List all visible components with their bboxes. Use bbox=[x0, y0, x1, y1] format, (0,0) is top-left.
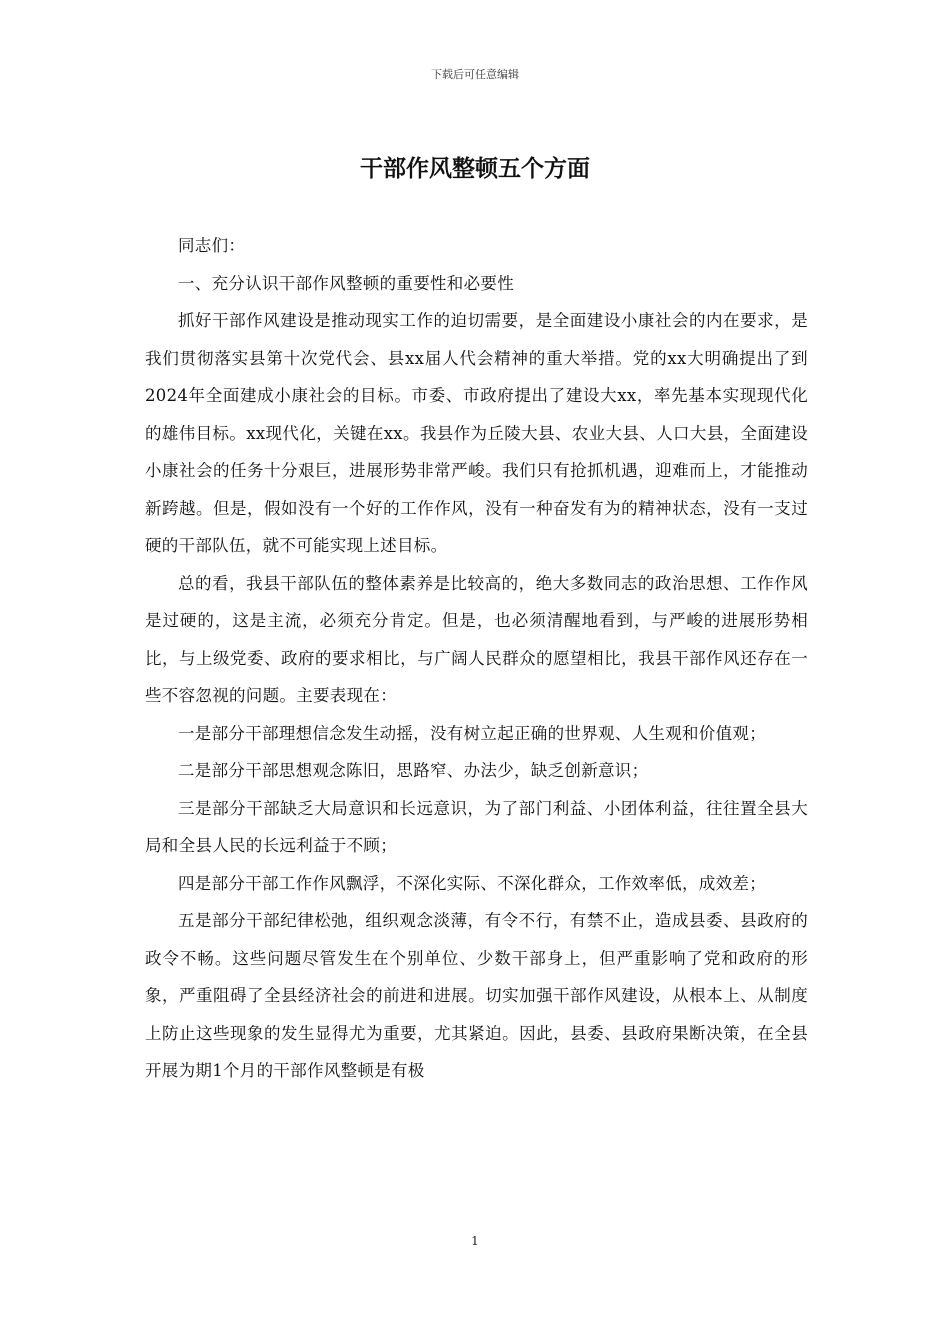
paragraph-point-1: 一是部分干部理想信念发生动摇，没有树立起正确的世界观、人生观和价值观； bbox=[178, 723, 766, 743]
paragraph-point-5: 五是部分干部纪律松弛，组织观念淡薄，有令不行，有禁不止，造成县委、县政府的政令不畅。这些问题尽管发生在个别单位、少数干部身上，但严重影响了党和政府的形象，严重阻碍了全县经济社会的前进和进展。切实加强干部作风建设，从根本上、从制度上防止这些现象的发生显得尤为重要，尤其紧迫。因此，县委、县政府果断决策，在全县开展为期1个月的干部作风整顿是有极 bbox=[145, 911, 808, 1080]
page-number: 1 bbox=[471, 1234, 479, 1248]
section-heading: 一、充分认识干部作风整顿的重要性和必要性 bbox=[178, 273, 514, 293]
header-note: 下载后可任意编辑 bbox=[431, 68, 519, 81]
paragraph-point-3: 三是部分干部缺乏大局意识和长远意识，为了部门利益、小团体利益，往往置全县大局和全县人民的长远利益于不顾； bbox=[145, 798, 808, 855]
document-title: 干部作风整顿五个方面 bbox=[360, 156, 590, 182]
paragraph: 抓好干部作风建设是推动现实工作的迫切需要，是全面建设小康社会的内在要求，是我们贯彻落实县第十次党代会、县xx届人代会精神的重大举措。党的xx大明确提出了到2024年全面建成小康社会的目标。市委、市政府提出了建设大xx，率先基本实现现代化的雄伟目标。xx现代化，关键在xx。我县作为丘陵大县、农业大县、人口大县，全面建设小康社会的任务十分艰巨，进展形势非常严峻。我们只有抢抓机遇，迎难而上，才能推动新跨越。但是，假如没有一个好的工作作风，没有一种奋发有为的精神状态，没有一支过硬的干部队伍，就不可能实现上述目标。 bbox=[145, 311, 808, 555]
paragraph-point-2: 二是部分干部思想观念陈旧，思路窄、办法少，缺乏创新意识； bbox=[178, 761, 649, 780]
paragraph-greeting: 同志们： bbox=[178, 236, 246, 255]
paragraph-point-4: 四是部分干部工作作风飘浮，不深化实际、不深化群众，工作效率低，成效差； bbox=[178, 873, 766, 893]
paragraph: 总的看，我县干部队伍的整体素养是比较高的，绝大多数同志的政治思想、工作作风是过硬的，这是主流，必须充分肯定。但是，也必须清醒地看到，与严峻的进展形势相比，与上级党委、政府的要求相比，与广阔人民群众的愿望相比，我县干部作风还存在一些不容忽视的问题。主要表现在： bbox=[145, 573, 808, 705]
document-body bbox=[145, 227, 808, 1090]
